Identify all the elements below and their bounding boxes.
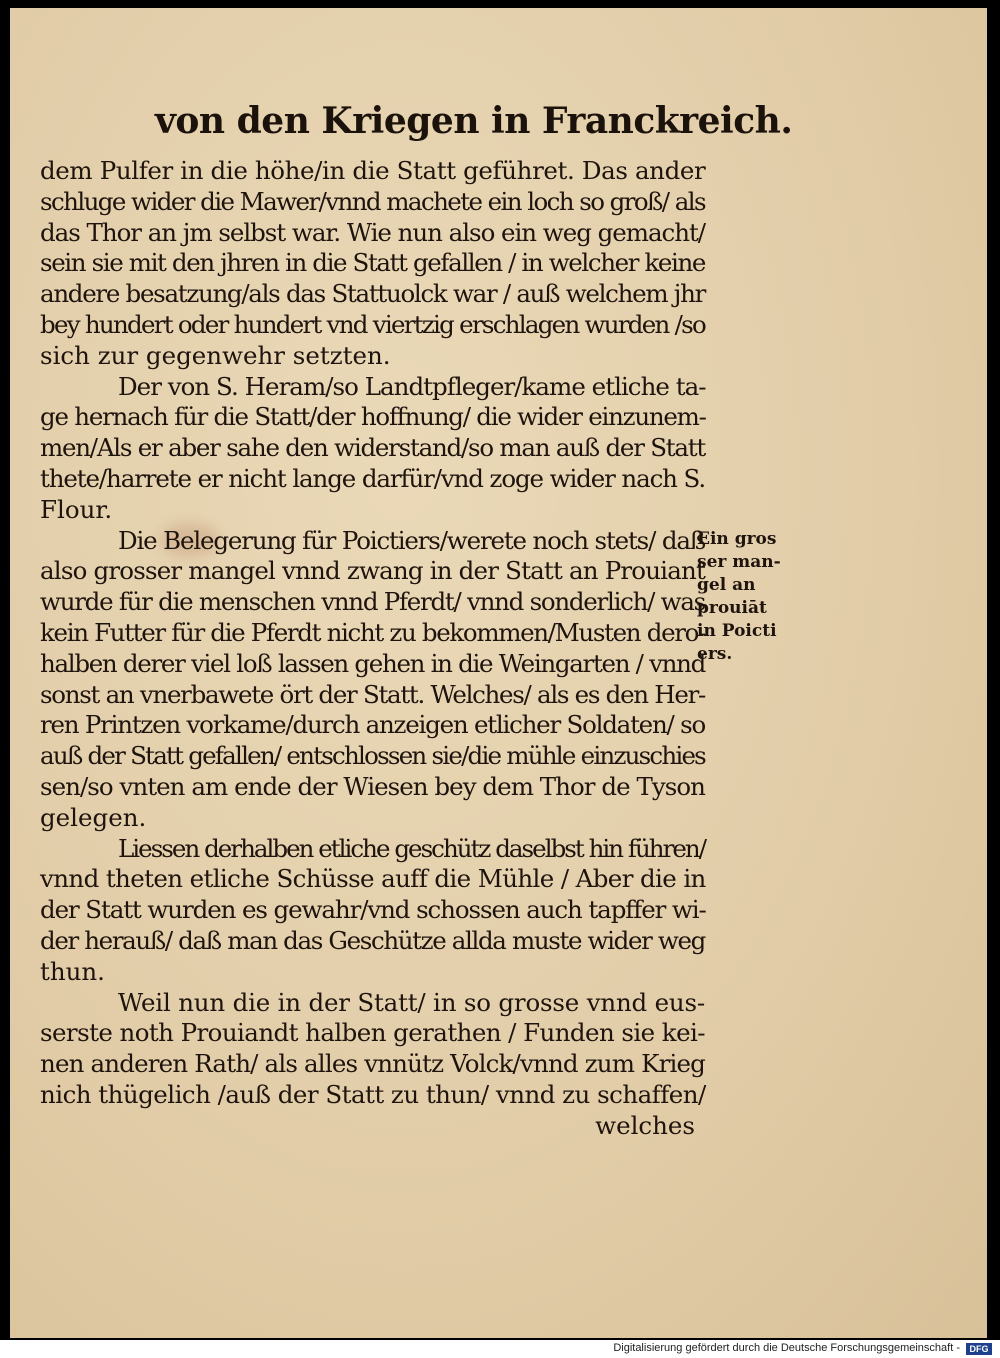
text-line: sen/so vnten am ende der Wiesen bey dem Thor de Tyson [40,771,705,801]
text-line: halben derer viel loß lassen gehen in die Weingarten / vnnd [40,648,705,678]
marginal-note-line: prouiāt [697,598,767,618]
marginal-note-line: in Poicti [697,621,777,641]
text-line: sich zur gegenwehr setzten. [40,340,391,370]
text-line: thete/harrete er nicht lange darfür/vnd zoge wider nach S. [40,463,705,493]
text-line: sein sie mit den jhren in die Statt gefallen / in welcher keine [40,248,705,278]
text-line: men/Als er aber sahe den widerstand/so man auß der Statt [40,433,705,463]
text-line: dem Pulfer in die höhe/in die Statt geführet. Das ander [40,156,706,185]
text-line: gelegen. [40,802,147,832]
text-line: vnnd theten etliche Schüsse auff die Mühle / Aber die in [40,864,706,894]
body-text [40,156,705,1142]
text-line: nich thügelich /auß der Statt zu thun/ vnnd zu schaffen/ [40,1079,706,1109]
dfg-logo: DFG [966,1343,992,1355]
text-line: das Thor an jm selbst war. Wie nun also ein weg gemacht/ [40,217,705,247]
text-line: serste noth Prouiandt halben gerathen / Funden sie kei- [40,1018,705,1048]
book-page [10,8,987,1338]
text-line: welches [595,1110,695,1140]
text-line: also grosser mangel vnnd zwang in der Statt an Prouiant [40,556,705,586]
text-line: kein Futter für die Pferdt nicht zu bekommen/Musten dero- [40,617,706,647]
text-line: Der von S. Heram/so Landtpfleger/kame etliche ta- [118,371,706,401]
text-line: nen anderen Rath/ als alles vnnütz Volck/vnnd zum Krieg [40,1049,705,1079]
marginal-note-line: ser man- [697,552,781,572]
text-line: der Statt wurden es gewahr/vnd schossen auch tapffer wi- [40,895,706,925]
text-line: Liessen derhalben etliche geschütz daselbst hin führen/ [118,833,705,863]
marginal-note-line: ers. [697,644,733,664]
text-line: sonst an vnerbawete ört der Statt. Welches/ als es den Her- [40,679,705,709]
text-line: schluge wider die Mawer/vnnd machete ein loch so groß/ als [40,186,705,216]
text-line: ren Printzen vorkame/durch anzeigen etlicher Soldaten/ so [40,710,705,740]
marginal-note [697,528,797,666]
text-line: der herauß/ daß man das Geschütze allda muste wider weg [40,925,705,955]
running-title: von den Kriegen in Franckreich. [155,100,793,142]
text-line: ge hernach für die Statt/der hoffnung/ die wider einzunem- [40,402,706,432]
digitization-footer [0,1340,1000,1358]
funding-credit: Digitalisierung gefördert durch die Deutsche Forschungsgemeinschaft - [613,1342,960,1354]
text-line: Weil nun die in der Statt/ in so grosse vnnd eus- [118,987,706,1017]
text-line: auß der Statt gefallen/ entschlossen sie/die mühle einzuschies [40,741,705,771]
text-line: Die Belegerung für Poictiers/werete noch stets/ daß [118,525,705,555]
text-line: wurde für die menschen vnnd Pferdt/ vnnd sonderlich/ was [40,587,705,617]
marginal-note-line: Ein gros [697,529,777,549]
marginal-note-line: gel an [697,575,756,595]
text-line: bey hundert oder hundert vnd viertzig erschlagen wurden /so [40,309,705,339]
text-line: thun. [40,956,105,986]
text-line: Flour. [40,494,113,524]
text-line: andere besatzung/als das Stattuolck war / auß welchem jhr [40,279,705,309]
